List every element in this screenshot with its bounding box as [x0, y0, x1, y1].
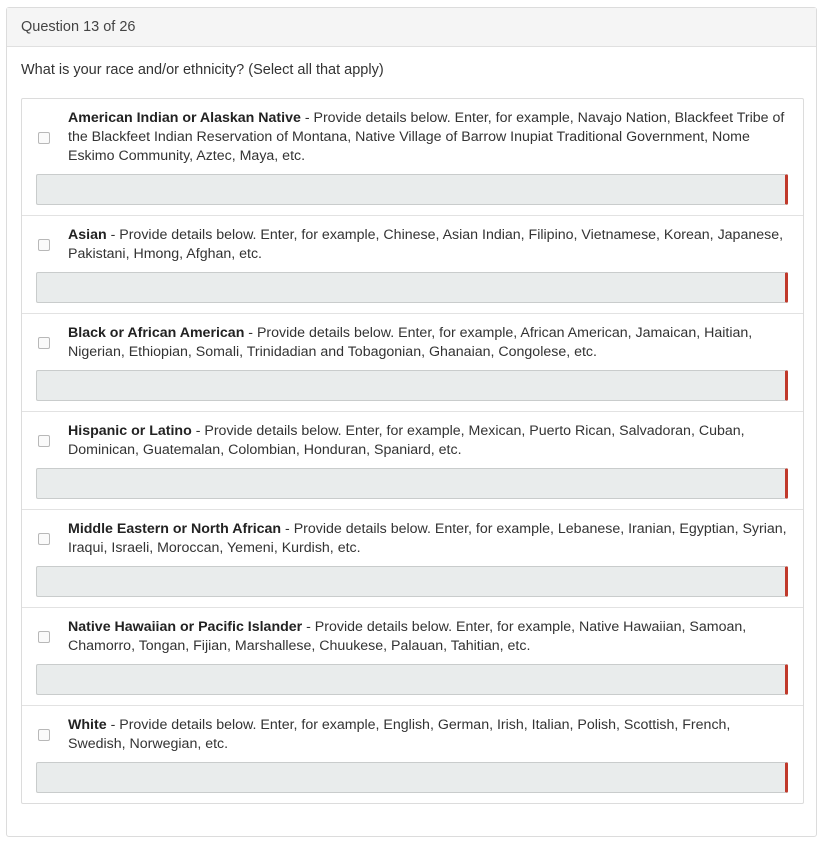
option-description: - Provide details below. Enter, for example, Navajo Nation, Blackfeet Tribe of the Blackfeet Indian Reservation of Montana, Native Village of Barrow Inupiat Traditional Government, Nome Eskimo Community, Aztec, Maya, etc.	[68, 110, 785, 164]
hispanic-or-latino-details-input[interactable]	[36, 468, 788, 499]
american-indian-checkbox[interactable]	[38, 132, 50, 144]
option-label	[68, 422, 787, 460]
option-description: - Provide details below. Enter, for example, English, German, Irish, Italian, Polish, Scottish, French, Swedish, Norwegian, etc.	[68, 717, 731, 752]
question-panel	[6, 7, 817, 837]
middle-eastern-or-north-african-checkbox[interactable]	[38, 533, 50, 545]
option-title: White	[68, 717, 107, 733]
option-title: American Indian or Alaskan Native	[68, 110, 301, 126]
option-title: Native Hawaiian or Pacific Islander	[68, 619, 303, 635]
option-label	[68, 324, 787, 362]
option-description: - Provide details below. Enter, for example, Lebanese, Iranian, Egyptian, Syrian, Iraqui, Israeli, Moroccan, Yemeni, Kurdish, etc.	[68, 521, 787, 556]
option-white	[22, 706, 803, 803]
option-native-hawaiian-or-pacific-islander	[22, 608, 803, 706]
option-description: - Provide details below. Enter, for example, African American, Jamaican, Haitian, Nigerian, Ethiopian, Somali, Trinidadian and Tobagonian, Ghanaian, Congolese, etc.	[68, 325, 753, 360]
option-description: - Provide details below. Enter, for example, Chinese, Asian Indian, Filipino, Vietnamese, Korean, Japanese, Pakistani, Hmong, Afghan, etc.	[68, 227, 784, 262]
option-middle-eastern-or-north-african	[22, 510, 803, 608]
option-label	[68, 716, 787, 754]
option-title: Hispanic or Latino	[68, 423, 192, 439]
option-description: - Provide details below. Enter, for example, Native Hawaiian, Samoan, Chamorro, Tongan, Fijian, Marshallese, Chuukese, Palauan, Tahitian, etc.	[68, 619, 747, 654]
option-title: Black or African American	[68, 325, 245, 341]
black-or-african-american-checkbox[interactable]	[38, 337, 50, 349]
option-american-indian-or-alaskan-native	[22, 99, 803, 216]
question-progress-label: Question 13 of 26	[21, 19, 136, 35]
white-details-input[interactable]	[36, 762, 788, 793]
option-black-or-african-american	[22, 314, 803, 412]
option-hispanic-or-latino	[22, 412, 803, 510]
american-indian-details-input[interactable]	[36, 174, 788, 205]
black-or-african-american-details-input[interactable]	[36, 370, 788, 401]
option-label	[68, 109, 787, 166]
hispanic-or-latino-checkbox[interactable]	[38, 435, 50, 447]
option-title: Asian	[68, 227, 107, 243]
option-label	[68, 226, 787, 264]
asian-checkbox[interactable]	[38, 239, 50, 251]
option-description: - Provide details below. Enter, for example, Mexican, Puerto Rican, Salvadoran, Cuban, Dominican, Guatemalan, Colombian, Honduran, Spaniard, etc.	[68, 423, 745, 458]
question-prompt: What is your race and/or ethnicity? (Select all that apply)	[21, 62, 384, 78]
middle-eastern-or-north-african-details-input[interactable]	[36, 566, 788, 597]
question-progress-header	[7, 8, 816, 47]
option-label	[68, 618, 787, 656]
option-asian	[22, 216, 803, 314]
native-hawaiian-or-pacific-islander-details-input[interactable]	[36, 664, 788, 695]
option-title: Middle Eastern or North African	[68, 521, 282, 537]
white-checkbox[interactable]	[38, 729, 50, 741]
asian-details-input[interactable]	[36, 272, 788, 303]
options-list	[21, 98, 804, 804]
option-label	[68, 520, 787, 558]
native-hawaiian-or-pacific-islander-checkbox[interactable]	[38, 631, 50, 643]
